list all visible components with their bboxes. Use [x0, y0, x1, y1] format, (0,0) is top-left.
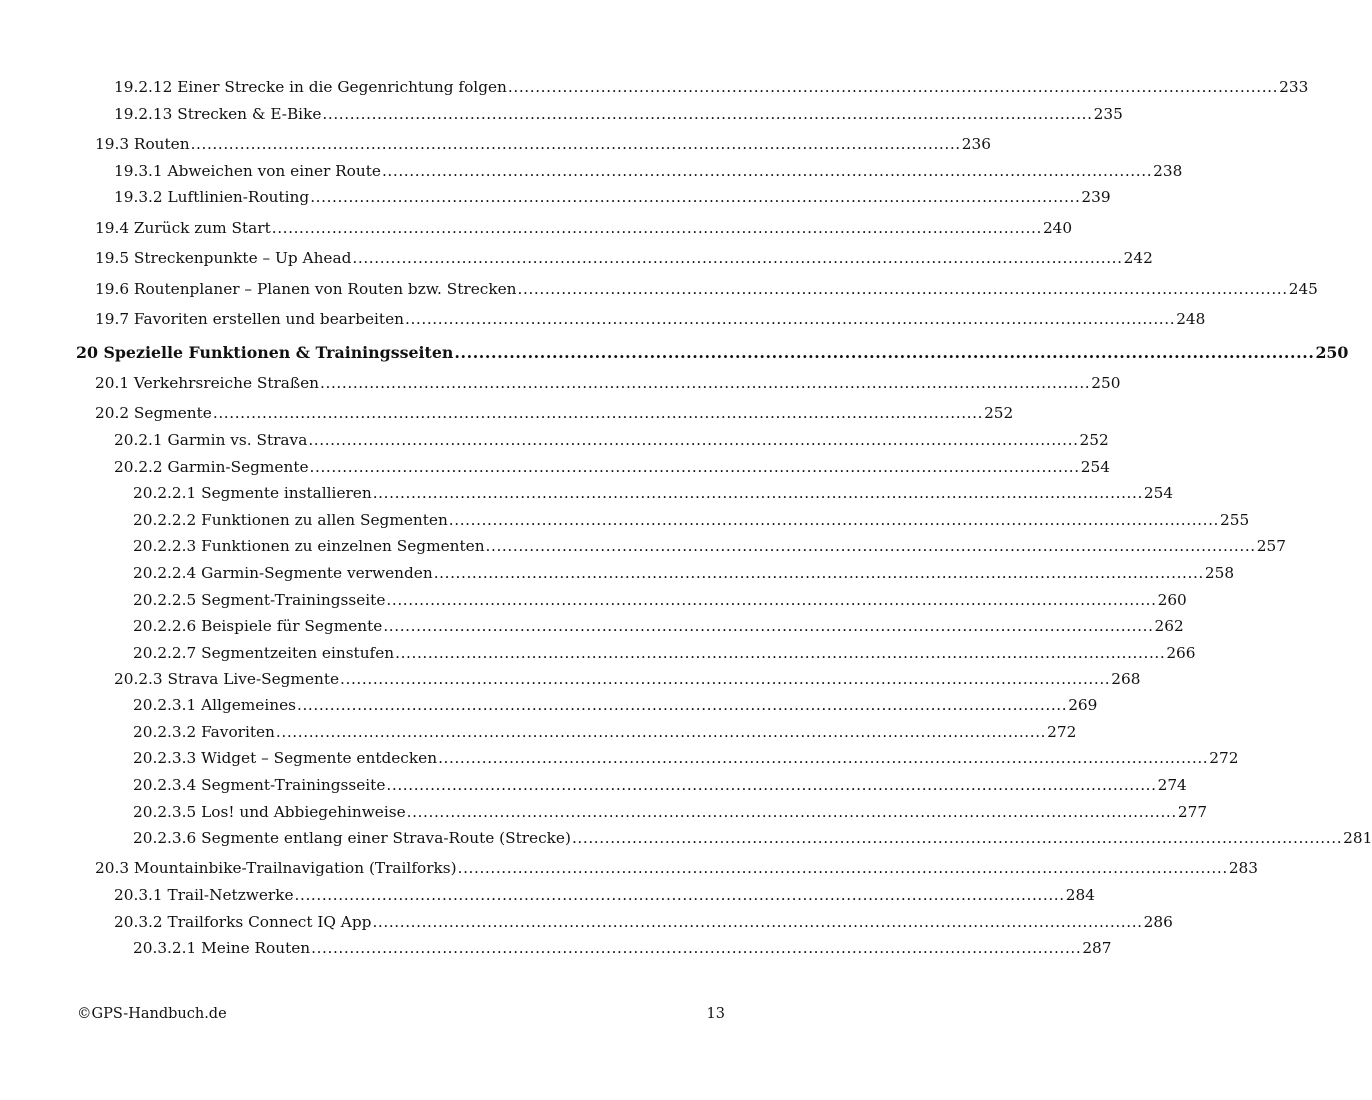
toc-link[interactable] — [114, 430, 1109, 450]
toc-entry-title: 20.2.3.1 Allgemeines — [133, 696, 296, 714]
dot-leader: ............................................................................................................................................. — [271, 219, 1042, 237]
toc-page-number: 252 — [1079, 431, 1109, 449]
toc-entry-title: 19.6 Routenplaner – Planen von Routen bzw. Strecken — [95, 280, 517, 298]
toc-link[interactable] — [133, 938, 1112, 958]
toc-entry-title: 19.5 Streckenpunkte – Up Ahead — [95, 249, 352, 267]
toc-entry-title: 20.2.2.7 Segmentzeiten einstufen — [133, 644, 395, 662]
toc-entry-title: 19.2.13 Strecken & E-Bike — [114, 105, 322, 123]
toc-entry-title: 20.2.2.6 Beispiele für Segmente — [133, 617, 383, 635]
toc-entry — [0, 510, 1250, 534]
toc-entry — [0, 373, 1121, 397]
toc-entry-title: 20.3 Mountainbike-Trailnavigation (Trailforks) — [95, 859, 457, 877]
toc-page-number: 257 — [1256, 537, 1286, 555]
dot-leader: ............................................................................................................................................. — [297, 696, 1068, 714]
dot-leader: ............................................................................................................................................. — [294, 886, 1065, 904]
toc-entry — [0, 802, 1208, 826]
dot-leader: ............................................................................................................................................. — [310, 188, 1081, 206]
toc-link[interactable] — [133, 695, 1098, 715]
dot-leader: ............................................................................................................................................. — [457, 859, 1228, 877]
toc-page-number: 236 — [961, 135, 991, 153]
dot-leader: ............................................................................................................................................. — [322, 105, 1093, 123]
toc-link[interactable] — [114, 77, 1309, 97]
toc-page-number: 252 — [984, 404, 1014, 422]
toc-entry-title: 20.3.1 Trail-Netzwerke — [114, 886, 294, 904]
toc-entry-title: 20.2.3.6 Segmente entlang einer Strava-Route (Strecke) — [133, 829, 571, 847]
toc-link[interactable] — [95, 373, 1121, 393]
toc-entry-title: 20 Spezielle Funktionen & Trainingsseiten — [76, 343, 454, 362]
toc-link[interactable] — [133, 483, 1174, 503]
toc-link[interactable] — [95, 248, 1153, 268]
toc-page-number: 277 — [1177, 803, 1208, 821]
toc-entry — [0, 590, 1187, 614]
toc-page-number: 242 — [1123, 249, 1153, 267]
toc-entry — [0, 828, 1372, 852]
toc-entry-title: 20.2.3.3 Widget – Segmente entdecken — [133, 749, 438, 767]
toc-link[interactable] — [114, 669, 1141, 689]
toc-link[interactable] — [95, 858, 1259, 878]
toc-entry — [0, 430, 1109, 454]
toc-page-number: 272 — [1047, 723, 1077, 741]
dot-leader: ............................................................................................................................................. — [433, 564, 1204, 582]
toc-link[interactable] — [114, 187, 1111, 207]
toc-page-number: 260 — [1157, 591, 1187, 609]
toc-entry-title: 20.2.2.4 Garmin-Segmente verwenden — [133, 564, 433, 582]
dot-leader: ............................................................................................................................................. — [507, 78, 1279, 96]
dot-leader: ............................................................................................................................................. — [406, 803, 1177, 821]
dot-leader: ............................................................................................................................................. — [352, 249, 1123, 267]
toc-link[interactable] — [133, 643, 1196, 663]
toc-chapter-entry — [0, 343, 1349, 367]
toc-page-number: 262 — [1154, 617, 1184, 635]
toc-page-number: 284 — [1065, 886, 1095, 904]
toc-entry — [0, 722, 1077, 746]
toc-entry-title: 20.2.3.4 Segment-Trainingsseite — [133, 776, 386, 794]
toc-link[interactable] — [133, 775, 1187, 795]
toc-page-number: 268 — [1111, 670, 1141, 688]
toc-page-number: 240 — [1042, 219, 1073, 237]
toc-entry — [0, 187, 1111, 211]
dot-leader: ............................................................................................................................................. — [190, 135, 961, 153]
toc-entry — [0, 885, 1095, 909]
toc-entry — [0, 536, 1286, 560]
footer-page-number: 13 — [706, 1006, 725, 1022]
toc-entry — [0, 748, 1239, 772]
toc-entry-title: 20.2.2 Garmin-Segmente — [114, 458, 309, 476]
toc-page-number: 283 — [1228, 859, 1259, 877]
dot-leader: ............................................................................................................................................. — [448, 511, 1219, 529]
toc-page-number: 281 — [1343, 829, 1372, 847]
toc-link[interactable] — [133, 616, 1184, 636]
toc-entry-title: 20.2 Segmente — [95, 404, 212, 422]
dot-leader: ............................................................................................................................................. — [275, 723, 1047, 741]
toc-entry — [0, 104, 1123, 128]
toc-link[interactable] — [133, 802, 1208, 822]
dot-leader: ............................................................................................................................................. — [454, 343, 1315, 362]
toc-link[interactable] — [114, 161, 1183, 181]
dot-leader: ............................................................................................................................................. — [395, 644, 1166, 662]
toc-link[interactable] — [114, 457, 1110, 477]
dot-leader: ............................................................................................................................................. — [571, 829, 1343, 847]
toc-entry — [0, 938, 1112, 962]
toc-link[interactable] — [133, 828, 1372, 848]
dot-leader: ............................................................................................................................................. — [383, 617, 1154, 635]
dot-leader: ............................................................................................................................................. — [517, 280, 1288, 298]
toc-entry-title: 19.3.1 Abweichen von einer Route — [114, 162, 381, 180]
toc-entry — [0, 563, 1235, 587]
toc-link[interactable] — [76, 343, 1349, 363]
toc-link[interactable] — [114, 912, 1173, 932]
toc-page-number: 254 — [1080, 458, 1110, 476]
toc-link[interactable] — [133, 748, 1239, 768]
dot-leader: ............................................................................................................................................. — [438, 749, 1209, 767]
toc-entry — [0, 248, 1153, 272]
toc-entry-title: 20.2.1 Garmin vs. Strava — [114, 431, 308, 449]
dot-leader: ............................................................................................................................................. — [372, 913, 1143, 931]
toc-link[interactable] — [114, 104, 1123, 124]
toc-link[interactable] — [95, 309, 1206, 329]
toc-entry — [0, 912, 1173, 936]
toc-entry — [0, 161, 1183, 185]
toc-page-number: 258 — [1204, 564, 1235, 582]
toc-page-number: 272 — [1209, 749, 1239, 767]
toc-entry-title: 19.2.12 Einer Strecke in die Gegenrichtung folgen — [114, 78, 507, 96]
dot-leader: ............................................................................................................................................. — [308, 431, 1079, 449]
dot-leader: ............................................................................................................................................. — [485, 537, 1256, 555]
toc-entry — [0, 134, 991, 158]
toc-entry-title: 20.3.2.1 Meine Routen — [133, 939, 311, 957]
toc-entry — [0, 775, 1187, 799]
dot-leader: ............................................................................................................................................. — [386, 776, 1157, 794]
toc-link[interactable] — [133, 510, 1250, 530]
toc-link[interactable] — [133, 722, 1077, 742]
toc-entry-title: 20.3.2 Trailforks Connect IQ App — [114, 913, 372, 931]
toc-entry-title: 20.2.3 Strava Live-Segmente — [114, 670, 340, 688]
toc-page-number: 286 — [1143, 913, 1173, 931]
toc-link[interactable] — [95, 218, 1073, 238]
toc-page-number: 274 — [1157, 776, 1187, 794]
toc-entry-title: 19.4 Zurück zum Start — [95, 219, 271, 237]
toc-entry — [0, 669, 1141, 693]
toc-link[interactable] — [133, 563, 1235, 583]
dot-leader: ............................................................................................................................................. — [212, 404, 984, 422]
toc-entry-title: 20.2.3.2 Favoriten — [133, 723, 275, 741]
toc-page-number: 239 — [1081, 188, 1111, 206]
toc-entry-title: 19.7 Favoriten erstellen und bearbeiten — [95, 310, 404, 328]
toc-entry-title: 20.2.2.3 Funktionen zu einzelnen Segmenten — [133, 537, 485, 555]
toc-link[interactable] — [133, 590, 1187, 610]
dot-leader: ............................................................................................................................................. — [320, 374, 1091, 392]
toc-entry — [0, 309, 1206, 333]
toc-entry — [0, 279, 1318, 303]
toc-entry-title: 20.2.2.1 Segmente installieren — [133, 484, 372, 502]
toc-entry-title: 20.2.2.5 Segment-Trainingsseite — [133, 591, 386, 609]
toc-entry — [0, 858, 1259, 882]
toc-entry — [0, 643, 1196, 667]
toc-link[interactable] — [133, 536, 1286, 556]
toc-entry — [0, 457, 1110, 481]
toc-entry — [0, 218, 1073, 242]
dot-leader: ............................................................................................................................................. — [309, 458, 1080, 476]
toc-entry-title: 20.1 Verkehrsreiche Straßen — [95, 374, 320, 392]
dot-leader: ............................................................................................................................................. — [404, 310, 1176, 328]
toc-page-number: 233 — [1279, 78, 1309, 96]
toc-page-number: 250 — [1315, 343, 1349, 362]
toc-page-number: 254 — [1143, 484, 1174, 502]
toc-entry — [0, 483, 1174, 507]
toc-link[interactable] — [95, 134, 991, 154]
dot-leader: ............................................................................................................................................. — [381, 162, 1153, 180]
toc-entry — [0, 77, 1309, 101]
toc-link[interactable] — [95, 279, 1318, 299]
dot-leader: ............................................................................................................................................. — [340, 670, 1111, 688]
toc-entry-title: 19.3.2 Luftlinien-Routing — [114, 188, 310, 206]
toc-link[interactable] — [114, 885, 1095, 905]
toc-entry — [0, 695, 1098, 719]
toc-page-number: 269 — [1068, 696, 1098, 714]
toc-entry — [0, 616, 1184, 640]
dot-leader: ............................................................................................................................................. — [311, 939, 1082, 957]
dot-leader: ............................................................................................................................................. — [386, 591, 1157, 609]
toc-page-number: 235 — [1093, 105, 1123, 123]
toc-page-number: 266 — [1166, 644, 1196, 662]
toc-page-number: 238 — [1153, 162, 1183, 180]
toc-link[interactable] — [95, 403, 1014, 423]
toc-entry-title: 19.3 Routen — [95, 135, 190, 153]
toc-page-number: 245 — [1288, 280, 1318, 298]
toc-entry-title: 20.2.3.5 Los! und Abbiegehinweise — [133, 803, 406, 821]
toc-page-number: 250 — [1091, 374, 1121, 392]
toc-entry-title: 20.2.2.2 Funktionen zu allen Segmenten — [133, 511, 448, 529]
dot-leader: ............................................................................................................................................. — [372, 484, 1143, 502]
toc-page-number: 287 — [1082, 939, 1112, 957]
toc-page-number: 248 — [1176, 310, 1206, 328]
toc-page-number: 255 — [1220, 511, 1250, 529]
footer-copyright: ©GPS-Handbuch.de — [77, 1006, 227, 1022]
toc-entry — [0, 403, 1014, 427]
